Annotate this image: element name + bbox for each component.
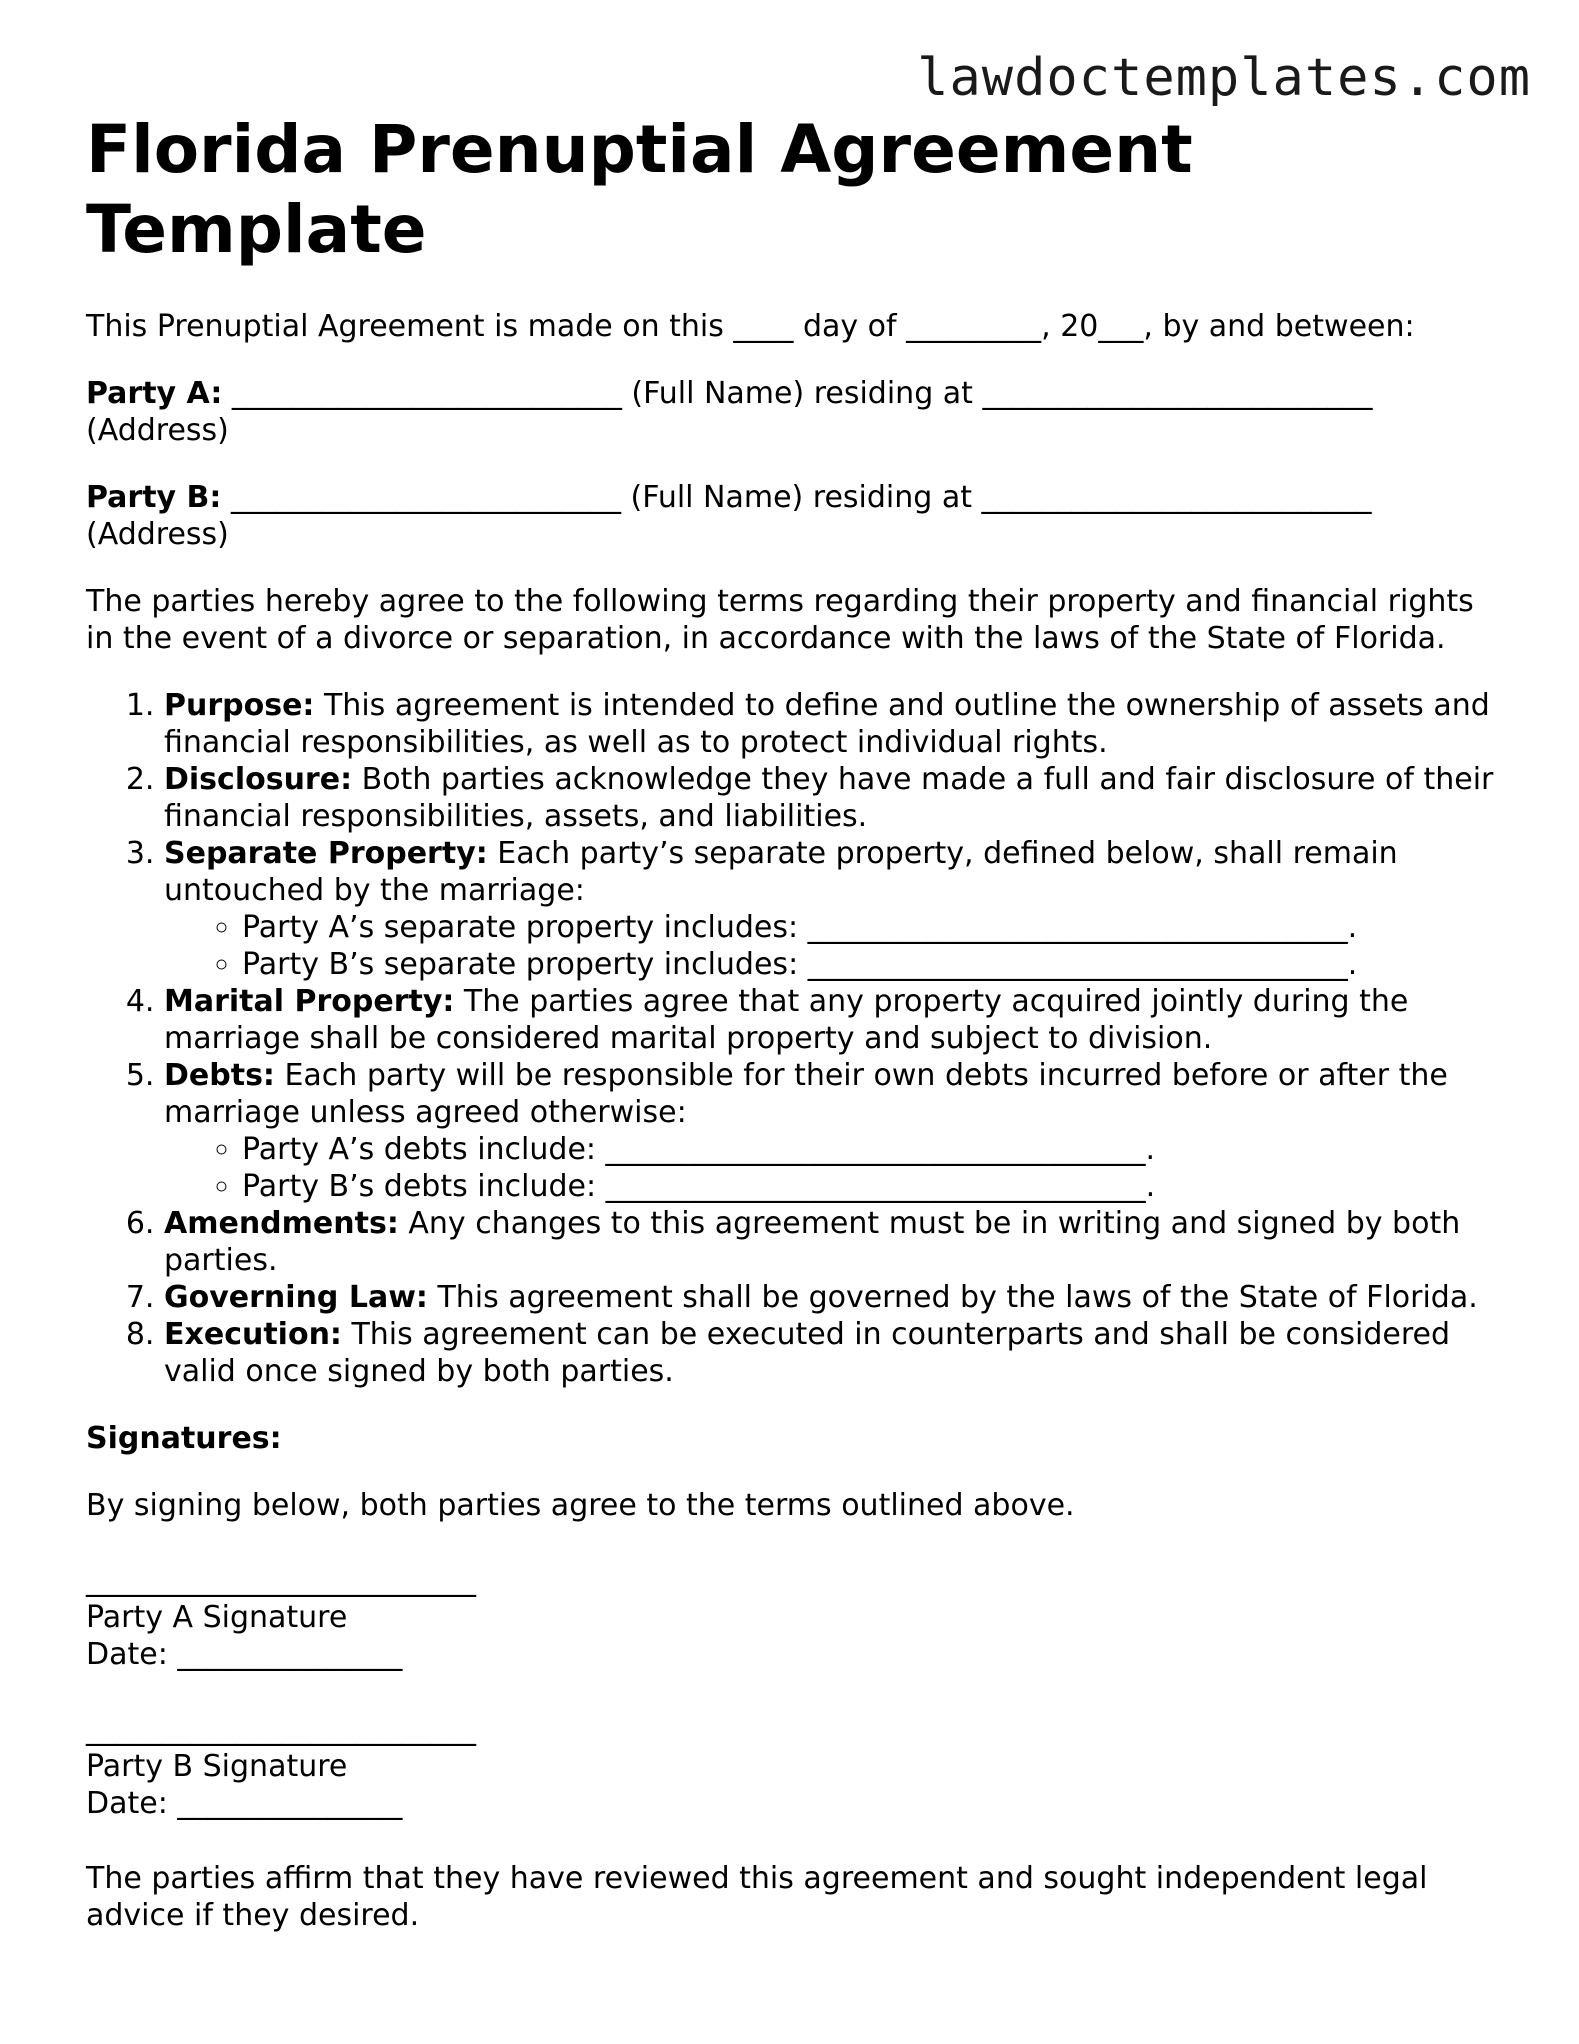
page-title: Florida Prenuptial Agreement Template [86, 111, 1193, 268]
party-a-label: Party A: [86, 376, 223, 411]
party-a-line [86, 375, 1506, 449]
term-label: Marital Property: [164, 984, 455, 1019]
term-execution [164, 1316, 1506, 1390]
term-label: Disclosure: [164, 762, 353, 797]
signature-line: __________________________ [86, 1563, 476, 1598]
debts-list [164, 1131, 1506, 1205]
term-separate-property [164, 835, 1506, 983]
term-label: Purpose: [164, 688, 315, 723]
term-amendments [164, 1205, 1506, 1279]
sub-item: ◦ Party B’s debts include: ____________________________________. [242, 1168, 1506, 1205]
party-b-line [86, 479, 1506, 553]
signature-label: Party A Signature [86, 1600, 348, 1635]
intro-paragraph: This Prenuptial Agreement is made on this ____ day of _________, 20___, by and between: [86, 309, 1415, 344]
sub-item: ◦ Party A’s separate property includes: ____________________________________. [242, 909, 1506, 946]
term-disclosure [164, 761, 1506, 835]
term-label: Debts: [164, 1058, 275, 1093]
term-label: Amendments: [164, 1206, 399, 1241]
party-b-label: Party B: [86, 480, 222, 515]
party-a-signature-block [86, 1562, 1506, 1673]
signature-line: __________________________ [86, 1712, 476, 1747]
terms-list [86, 687, 1506, 1390]
closing-paragraph: The parties affirm that they have reviewed this agreement and sought independent legal advice if they desired. [86, 1861, 1428, 1933]
term-text: The parties agree that any property acquired jointly during the marriage shall be considered marital property and subject to division. [164, 984, 1409, 1056]
party-b-text: __________________________ (Full Name) residing at __________________________ (Address) [86, 480, 1372, 552]
term-text: Any changes to this agreement must be in writing and signed by both parties. [164, 1206, 1461, 1278]
signature-date: Date: _______________ [86, 1786, 403, 1821]
document-page [86, 110, 1506, 1964]
sub-item: ◦ Party B’s separate property includes: ____________________________________. [242, 946, 1506, 983]
signature-label: Party B Signature [86, 1749, 348, 1784]
term-label: Execution: [164, 1317, 342, 1352]
site-watermark: lawdoctemplates.com [917, 48, 1531, 108]
term-label: Governing Law: [164, 1280, 428, 1315]
signatures-statement: By signing below, both parties agree to the terms outlined above. [86, 1488, 1075, 1523]
term-text: Each party will be responsible for their own debts incurred before or after the marriage unless agreed otherwise: [164, 1058, 1448, 1130]
term-text: Each party’s separate property, defined below, shall remain untouched by the marriage: [164, 836, 1398, 908]
term-label: Separate Property: [164, 836, 488, 871]
term-purpose [164, 687, 1506, 761]
term-text: This agreement is intended to define and outline the ownership of assets and financial responsibilities, as well as to protect individual rights. [164, 688, 1490, 760]
party-a-text: __________________________ (Full Name) residing at __________________________ (Address) [86, 376, 1373, 448]
term-governing-law [164, 1279, 1506, 1316]
term-text: This agreement can be executed in counterparts and shall be considered valid once signed by both parties. [164, 1317, 1451, 1389]
signature-date: Date: _______________ [86, 1637, 403, 1672]
term-text: Both parties acknowledge they have made a full and fair disclosure of their financial responsibilities, assets, and liabilities. [164, 762, 1494, 834]
terms-intro: The parties hereby agree to the following terms regarding their property and financial rights in the event of a divorce or separation, in accordance with the laws of the State of Florida. [86, 584, 1474, 656]
term-marital-property [164, 983, 1506, 1057]
term-text: This agreement shall be governed by the laws of the State of Florida. [427, 1280, 1478, 1315]
party-b-signature-block [86, 1711, 1506, 1822]
sub-item: ◦ Party A’s debts include: ____________________________________. [242, 1131, 1506, 1168]
separate-property-list [164, 909, 1506, 983]
term-debts [164, 1057, 1506, 1205]
signatures-heading: Signatures: [86, 1421, 282, 1456]
